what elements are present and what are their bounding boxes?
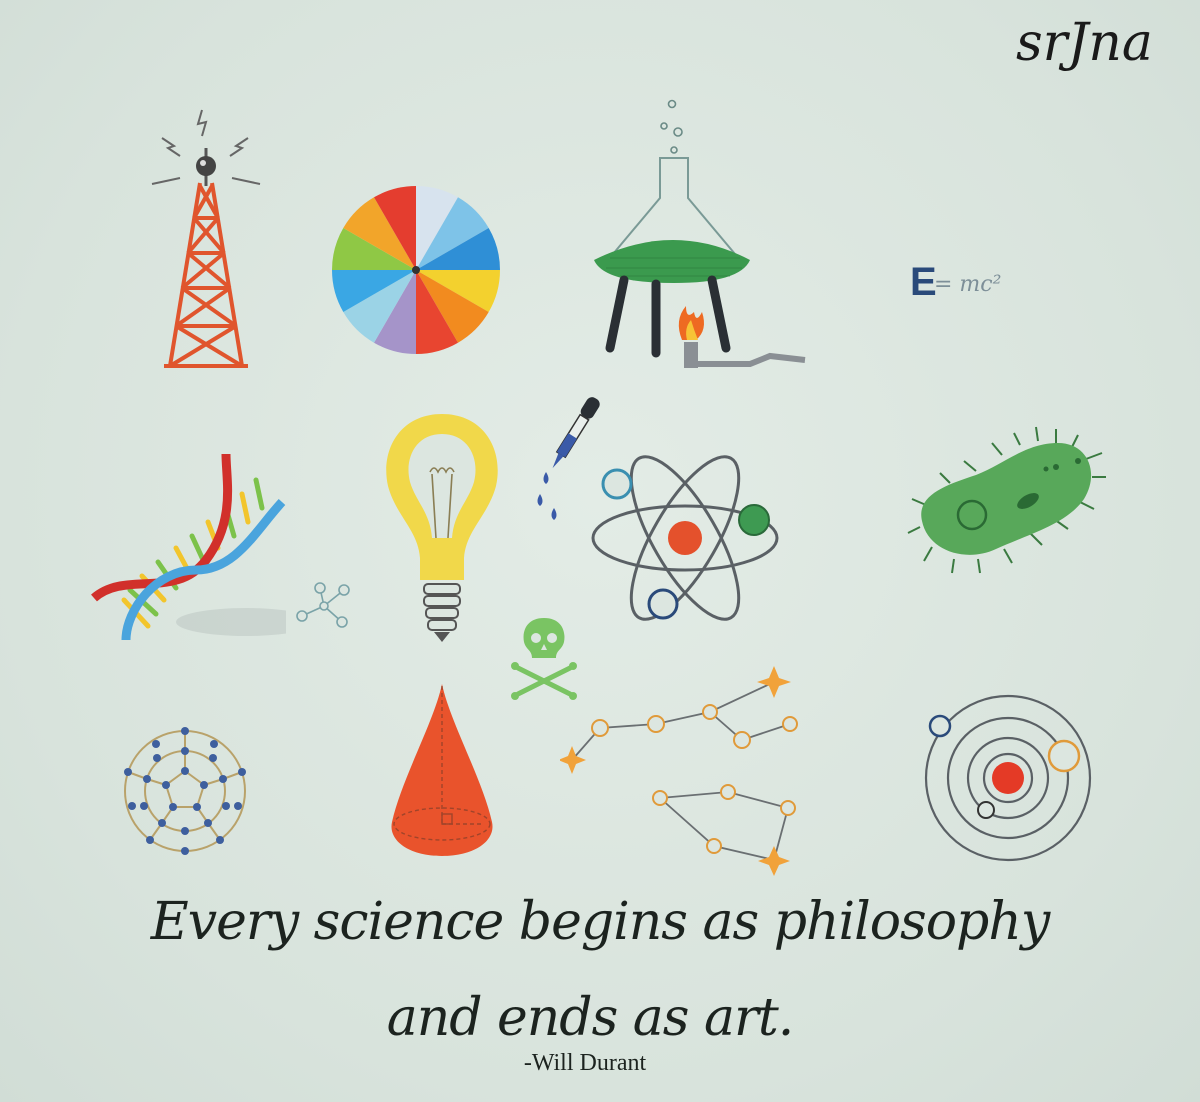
atom-icon xyxy=(590,448,780,628)
formula-letter: E xyxy=(910,260,937,304)
quote-line-2: and ends as art. xyxy=(386,988,794,1048)
cone-icon xyxy=(384,682,500,862)
orbit-system-icon xyxy=(918,692,1100,862)
light-bulb-icon xyxy=(378,408,506,643)
srjna-logo xyxy=(1012,6,1192,96)
molecule-icon xyxy=(292,578,364,632)
formula-emc2 xyxy=(910,260,1020,310)
logo-mark xyxy=(1012,6,1192,96)
dna-helix-icon xyxy=(86,450,286,650)
radio-tower-icon xyxy=(140,108,270,373)
color-wheel-icon xyxy=(330,185,502,355)
logo-text: srJna xyxy=(1016,13,1153,73)
constellation-icon xyxy=(560,660,810,880)
buckyball-icon xyxy=(116,722,254,860)
quote-line-1: Every science begins as philosophy xyxy=(150,892,1050,952)
flask-burner-icon xyxy=(590,98,815,373)
formula-rest: = mc² xyxy=(934,272,1002,297)
quote-author: -Will Durant xyxy=(523,1050,647,1076)
bacteria-icon xyxy=(906,425,1110,577)
